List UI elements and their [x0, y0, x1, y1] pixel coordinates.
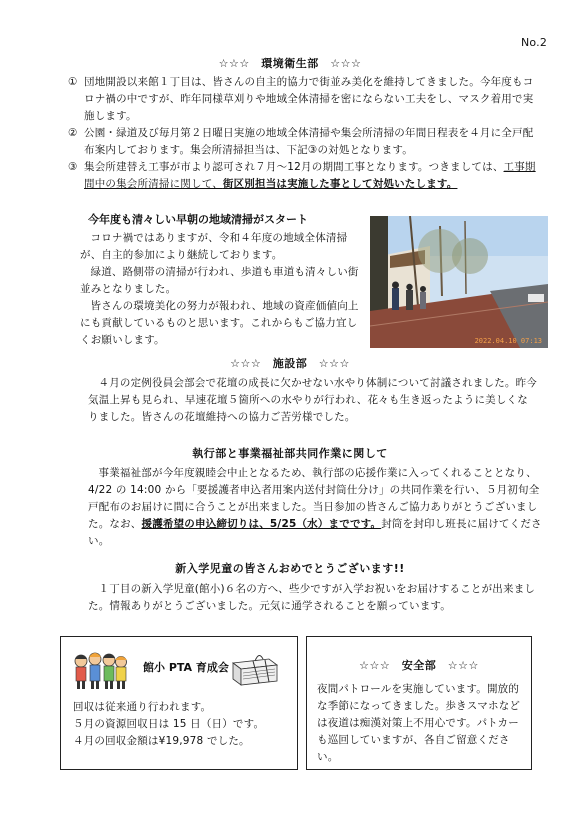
- cleanup-title: 今年度も清々しい早朝の地域清掃がスタート: [88, 213, 308, 226]
- item-number: ①: [68, 76, 78, 88]
- pta-line-1: 回収は従来通り行われます。: [73, 701, 212, 713]
- joint-heading: 執行部と事業福祉部共同作業に関して: [192, 447, 388, 460]
- item-text-b: 工事期間中の集会所清掃に関して、: [84, 161, 536, 190]
- photo-timestamp: 2022.04.10 07:13: [474, 337, 542, 345]
- item-number: ③: [68, 161, 78, 173]
- safety-heading: ☆☆☆ 安全部 ☆☆☆: [359, 659, 479, 672]
- pta-line-2: ５月の資源回収日は 15 日（日）です。: [73, 718, 265, 730]
- pta-box: [60, 636, 298, 770]
- safety-text: 夜間パトロールを実施しています。開放的な季節になってきました。歩きスマホなどは夜道は痴漢対策上不用心です。パトカーも巡回していますが、各自ご留意ください。: [317, 683, 521, 763]
- joint-text: [88, 465, 542, 550]
- newspaper-bundle-icon: [229, 649, 281, 689]
- page-number: No.2: [521, 36, 548, 49]
- pta-body: [73, 699, 293, 750]
- facility-heading: ☆☆☆ 施設部 ☆☆☆: [230, 357, 350, 370]
- env-heading: ☆☆☆ 環境衛生部 ☆☆☆: [218, 57, 362, 70]
- facility-text: ４月の定例役員会部会で花壇の成長に欠かせない水やり体制について討議されました。昨今気温上昇も見られ、早速花壇５箇所への水やりが行われ、花々も生き返ったように美しくなりました。皆さんの花壇維持への協力ご苦労様でした。: [88, 377, 537, 423]
- cleanup-p3: 皆さんの環境美化の努力が報われ、地域の資産価値向上にも貢献しているものと思います。これからもご協力宜しくお願いします。: [80, 300, 359, 346]
- env-item-1: [68, 74, 540, 125]
- joint-deadline: 援護希望の申込締切りは、5/25（水）までです。: [141, 518, 382, 530]
- env-item-3: [68, 159, 540, 193]
- congrats-text: １丁目の新入学児童(館小)６名の方へ、些少ですが入学お祝いをお届けすることが出来ました。情報ありがとうございました。元気に通学されることを願っています。: [88, 583, 536, 612]
- safety-box: [306, 636, 532, 770]
- pta-line-3: ４月の回収金額は¥19,978 でした。: [73, 735, 250, 747]
- joint-text-c: 封筒を封印し班長に届けてください。: [88, 518, 542, 547]
- joint-text-a: 事業福祉部が今年度親睦会中止となるため、執行部の応援作業に入ってくれることとなり、4/22 の 14:00 から「要援護者申込者用案内送付封筒仕分け」の共同作業を行い、５月初旬全戸配布のお届けに間に合うことが出来ました。当日参加の皆さんご協力ありがとうございました。なお、: [88, 467, 540, 530]
- env-list: [68, 74, 540, 193]
- item-text-c: 街区別担当は実施した事として対処いたします。: [222, 178, 458, 190]
- cleanup-p2: 緑道、路側帯の清掃が行われ、歩道も車道も清々しい街並みとなりました。: [80, 266, 359, 295]
- pta-title: 館小 PTA 育成会: [143, 661, 229, 674]
- item-text: 団地開設以来館１丁目は、皆さんの自主的協力で街並み美化を維持してきました。今年度もコロナ禍の中ですが、昨年同様草刈りや地域全体清掃を密にならない工夫をし、マスク着用で実施します。: [84, 76, 534, 122]
- congrats-heading: 新入学児童の皆さんおめでとうございます!!: [175, 562, 405, 575]
- cleanup-photo: [370, 216, 548, 348]
- children-illustration-icon: [71, 647, 129, 691]
- item-text-a: 集会所建替え工事が市より認可され７月～12月の期間工事となります。つきましては、: [84, 161, 504, 173]
- env-item-2: [68, 125, 540, 159]
- cleanup-p1: コロナ禍ではありますが、令和４年度の地域全体清掃が、自主的参加により継続しております。: [80, 232, 348, 261]
- cleanup-body: [80, 230, 360, 349]
- item-text: [84, 159, 540, 193]
- item-number: ②: [68, 127, 78, 139]
- item-text: 公園・緑道及び毎月第２日曜日実施の地域全体清掃や集会所清掃の年間日程表を４月に全戸配布案内しております。集会所清掃担当は、下記③の対処となります。: [84, 127, 534, 156]
